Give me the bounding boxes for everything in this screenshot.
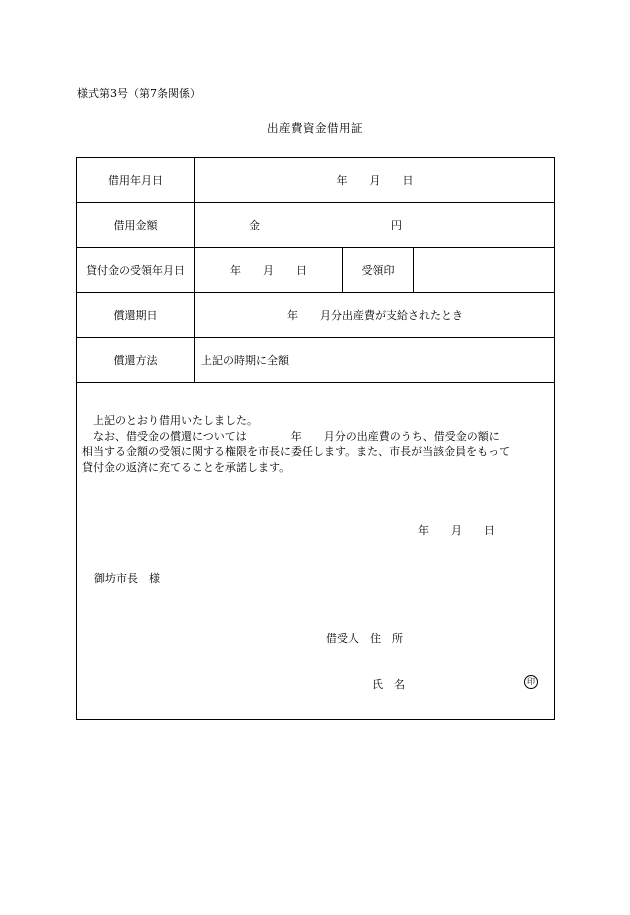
statement-line: 上記のとおり借用いたしました。 bbox=[82, 414, 258, 427]
statement-line: なお、借受金の償還については 年 月分の出産費のうち、借受金の額に bbox=[82, 429, 500, 443]
signature-date[interactable]: 年 月 日 bbox=[418, 524, 495, 537]
receipt-date-label: 貸付金の受領年月日 bbox=[86, 264, 185, 277]
document-title: 出産費資金借用証 bbox=[267, 121, 363, 135]
addressee: 御坊市長 様 bbox=[94, 572, 160, 585]
statement-line: 相当する金額の受領に関する権限を市長に委任します。また、市長が当該金員をもって bbox=[82, 445, 511, 458]
repayment-method-label: 償還方法 bbox=[113, 354, 158, 367]
receipt-seal-box[interactable] bbox=[414, 248, 555, 292]
receipt-date-value[interactable]: 年 月 日 bbox=[230, 264, 307, 277]
receipt-seal-label: 受領印 bbox=[361, 264, 395, 277]
repayment-method-value: 上記の時期に全額 bbox=[201, 354, 289, 367]
loan-amount-prefix: 金 bbox=[249, 219, 260, 232]
loan-amount-label: 借用金額 bbox=[113, 219, 158, 232]
loan-amount-suffix: 円 bbox=[391, 219, 402, 232]
loan-date-value[interactable]: 年 月 日 bbox=[336, 174, 414, 187]
loan-date-label: 借用年月日 bbox=[108, 174, 163, 187]
repayment-due-value[interactable]: 年 月分出産費が支給されたとき bbox=[287, 309, 463, 322]
borrower-address-label: 借受人 住 所 bbox=[326, 632, 403, 645]
form-number-label: 様式第3号（第7条関係） bbox=[77, 87, 201, 100]
statement-text bbox=[82, 413, 552, 475]
row-divider bbox=[77, 382, 554, 383]
borrower-name-label: 氏 名 bbox=[372, 678, 405, 691]
repayment-due-label: 償還期日 bbox=[113, 309, 158, 322]
loan-amount-field[interactable] bbox=[267, 208, 385, 242]
statement-line: 貸付金の返済に充てることを承諾します。 bbox=[82, 460, 291, 474]
seal-mark-icon: 印 bbox=[524, 675, 538, 689]
